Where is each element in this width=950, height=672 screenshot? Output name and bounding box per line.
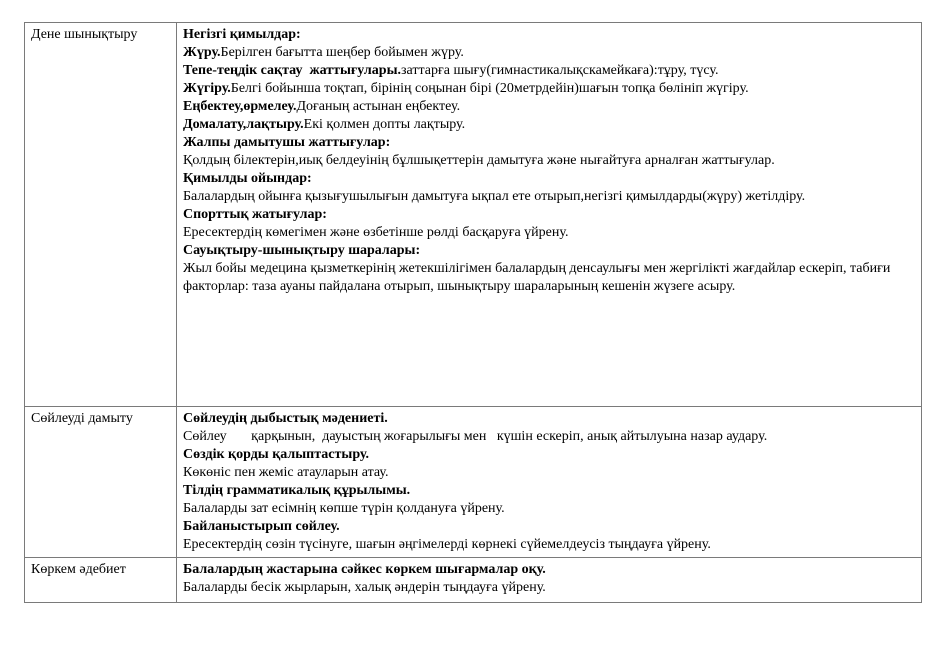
area-cell <box>25 407 177 558</box>
content-line <box>183 152 916 170</box>
content-line <box>183 134 916 152</box>
content-cell <box>177 407 922 558</box>
area-label: Сөйлеуді дамыту <box>31 411 133 426</box>
table-row <box>25 558 922 603</box>
content-line <box>183 260 916 296</box>
content-line <box>183 206 916 224</box>
item-text: Доғаның астынан еңбектеу. <box>296 99 461 114</box>
table-row <box>25 407 922 558</box>
item-text: заттарға шығу(гимнастикалықскамейкаға):тұру, түсу. <box>401 63 719 78</box>
content-cell <box>177 23 922 407</box>
area-label: Дене шынықтыру <box>31 27 138 42</box>
item-heading: Жүгіру. <box>183 81 231 96</box>
item-text: Балалардың ойынға қызығушылығын дамытуға ықпал ете отырып,негізгі қимылдарды(жүру) жетілдіру. <box>183 189 806 204</box>
area-label: Көркем әдебиет <box>31 562 126 577</box>
content-line <box>183 224 916 242</box>
item-text: Екі қолмен допты лақтыру. <box>303 117 466 132</box>
section-heading: Байланыстырып сөйлеу. <box>183 519 340 534</box>
item-text: Балаларды бесік жырларын, халық әндерін тыңдауға үйрену. <box>183 580 546 595</box>
content-line <box>183 62 916 80</box>
section-heading: Сауықтыру-шынықтыру шаралары: <box>183 243 421 258</box>
content-line <box>183 188 916 206</box>
content-line <box>183 579 916 597</box>
content-line <box>183 116 916 134</box>
content-line <box>183 98 916 116</box>
item-text: Белгі бойынша тоқтап, бірінің соңынан бірі (20метрдейін)шағын топқа бөлініп жүгіру. <box>230 81 749 96</box>
section-heading: Жалпы дамытушы жаттығулар: <box>183 135 391 150</box>
content-line <box>183 500 916 518</box>
content-line <box>183 44 916 62</box>
content-line <box>183 26 916 44</box>
section-heading: Сөздік қорды қалыптастыру. <box>183 447 370 462</box>
section-heading: Спорттық жатығулар: <box>183 207 327 222</box>
content-line <box>183 561 916 579</box>
table-row <box>25 23 922 407</box>
item-text: Ересектердің сөзін түсінуге, шағын әңгімелерді көрнекі сүйемелдеусіз тыңдауға үйрену. <box>183 537 711 552</box>
item-heading: Тепе-теңдік сақтау жаттығулары. <box>183 63 401 78</box>
item-text: Көкөніс пен жеміс атауларын атау. <box>183 465 389 480</box>
section-heading: Негізгі қимылдар: <box>183 27 301 42</box>
content-line <box>183 482 916 500</box>
item-text: Қолдың білектерін,иық белдеуінің бұлшықеттерін дамытуға және нығайтуға арналған жаттығулар. <box>183 153 775 168</box>
area-cell <box>25 23 177 407</box>
section-heading: Тілдің грамматикалық құрылымы. <box>183 483 411 498</box>
section-heading: Балалардың жастарына сәйкес көркем шығармалар оқу. <box>183 562 546 577</box>
content-line <box>183 242 916 260</box>
content-line <box>183 410 916 428</box>
item-text: Балаларды зат есімнің көпше түрін қолдануға үйрену. <box>183 501 505 516</box>
content-line <box>183 464 916 482</box>
content-line <box>183 80 916 98</box>
section-heading: Сөйлеудің дыбыстық мәдениеті. <box>183 411 388 426</box>
content-cell <box>177 558 922 603</box>
area-cell <box>25 558 177 603</box>
content-line <box>183 170 916 188</box>
content-line <box>183 518 916 536</box>
item-heading: Домалату,лақтыру. <box>183 117 304 132</box>
content-line <box>183 446 916 464</box>
item-heading: Еңбектеу,өрмелеу. <box>183 99 297 114</box>
item-heading: Жүру. <box>183 45 221 60</box>
curriculum-table <box>24 22 922 603</box>
item-text: Ересектердің көмегімен және өзбетінше рөлді басқаруға үйрену. <box>183 225 569 240</box>
section-heading: Қимылды ойындар: <box>183 171 312 186</box>
item-text: Сөйлеу қарқынын, дауыстың жоғарылығы мен күшін ескеріп, анық айтылуына назар аудару. <box>183 429 768 444</box>
item-text: Берілген бағытта шеңбер бойымен жүру. <box>220 45 464 60</box>
item-text: Жыл бойы медецина қызметкерінің жетекшілігімен балалардың денсаулығы мен жергілікті жағдайлар ескеріп, табиғи факторлар: таза ауаны пайдалана отырып, шынықтыру шараларының кешенін жүзеге асыру. <box>183 261 891 294</box>
content-line <box>183 536 916 554</box>
content-line <box>183 428 916 446</box>
